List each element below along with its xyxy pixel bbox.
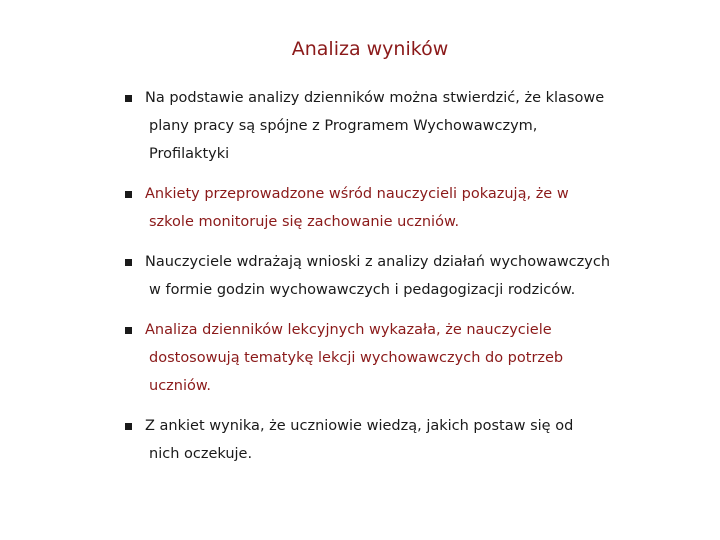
bullet-line: w formie godzin wychowawczych i pedagogizacji rodziców.	[149, 282, 576, 298]
square-bullet-icon	[125, 259, 132, 266]
bullet-item	[125, 84, 710, 168]
bullet-line: Analiza dzienników lekcyjnych wykazała, że nauczyciele	[145, 322, 552, 338]
bullet-line: uczniów.	[149, 378, 212, 394]
bullet-text	[145, 412, 710, 468]
bullet-line: nich oczekuje.	[149, 446, 253, 462]
bullet-line: Na podstawie analizy dzienników można stwierdzić, że klasowe	[145, 90, 605, 106]
bullet-line: Ankiety przeprowadzone wśród nauczycieli pokazują, że w	[145, 186, 569, 202]
bullet-item	[125, 248, 710, 304]
bullet-line: szkole monitoruje się zachowanie uczniów.	[149, 214, 460, 230]
bullet-text	[145, 248, 710, 304]
slide-title: Analiza wyników	[291, 38, 449, 60]
bullet-text	[145, 84, 710, 168]
square-bullet-icon	[125, 327, 132, 334]
bullet-text	[145, 316, 710, 400]
bullet-line: dostosowują tematykę lekcji wychowawczych do potrzeb	[149, 350, 564, 366]
bullet-item	[125, 316, 710, 400]
square-bullet-icon	[125, 191, 132, 198]
bullet-line: Profilaktyki	[149, 146, 230, 162]
bullet-line: Nauczyciele wdrażają wnioski z analizy działań wychowawczych	[145, 254, 611, 270]
bullet-text	[145, 180, 710, 236]
bullet-item	[125, 412, 710, 468]
bullet-list	[125, 84, 710, 480]
square-bullet-icon	[125, 95, 132, 102]
square-bullet-icon	[125, 423, 132, 430]
bullet-line: plany pracy są spójne z Programem Wychowawczym,	[149, 118, 538, 134]
bullet-line: Z ankiet wynika, że uczniowie wiedzą, jakich postaw się od	[145, 418, 574, 434]
bullet-item	[125, 180, 710, 236]
